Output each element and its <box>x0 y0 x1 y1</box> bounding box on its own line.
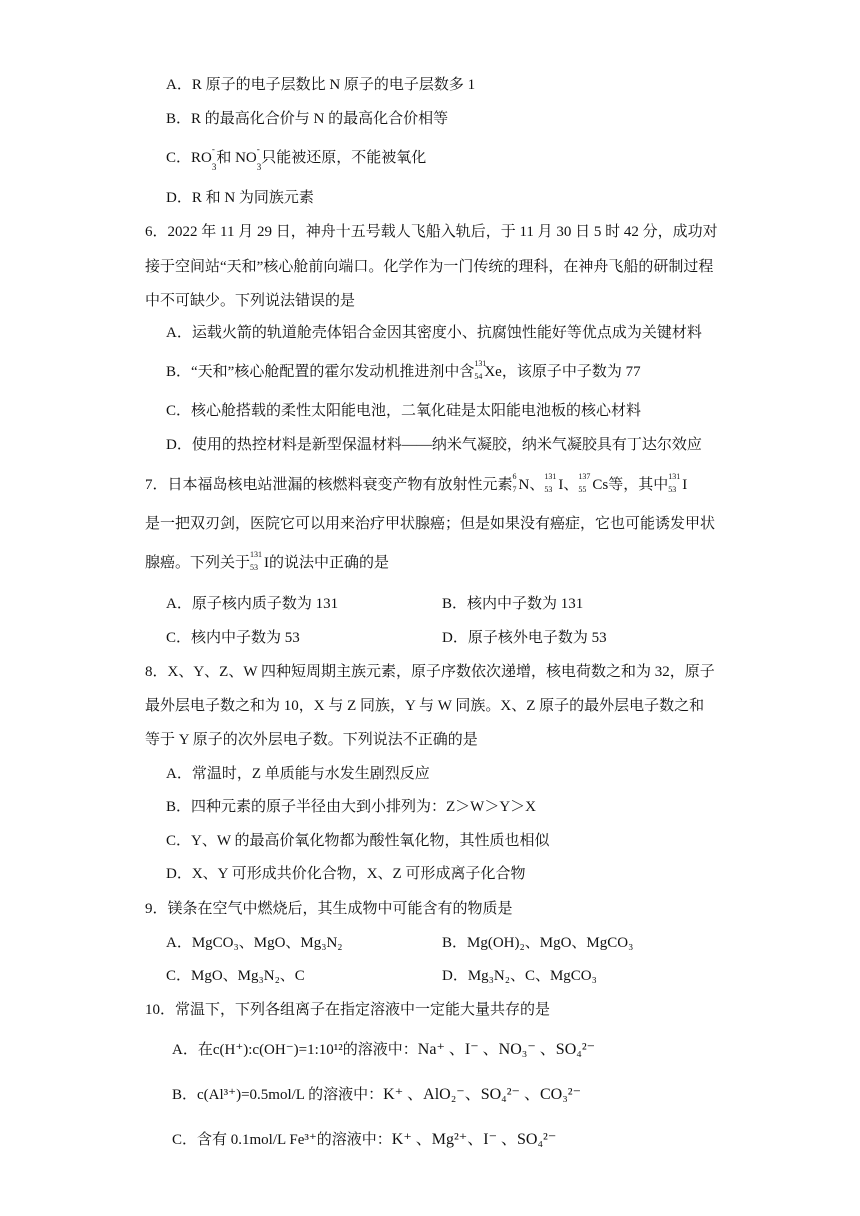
q6-option-c: C．核心舱搭载的柔性太阳能电池，二氧化硅是太阳能电池板的核心材料 <box>166 403 642 419</box>
q9-option-d: D．Mg₃N₂、C、MgCO₃ <box>442 968 597 984</box>
q10-option-b: B．c(Al³⁺)=0.5mol/L 的溶液中：K⁺ 、AlO₂⁻、SO₄²⁻ 、CO₃²⁻ <box>172 1086 582 1103</box>
q9-option-b: B．Mg(OH)₂、MgO、MgCO₃ <box>442 935 634 951</box>
q6-option-d: D．使用的热控材料是新型保温材料——纳米气凝胶，纳米气凝胶具有丁达尔效应 <box>166 437 702 453</box>
q8-option-c: C．Y、W 的最高价氧化物都为酸性氧化物，其性质也相似 <box>166 833 550 849</box>
q8-option-a: A．常温时，Z 单质能与水发生剧烈反应 <box>166 766 430 782</box>
q8-stem-line3: 等于 Y 原子的次外层电子数。下列说法不正确的是 <box>145 732 478 748</box>
q7-option-c: C．核内中子数为 53 <box>166 630 300 646</box>
nuclide-n: 6 7 <box>512 472 517 494</box>
q7-option-d: D．原子核外电子数为 53 <box>442 630 607 646</box>
q7-option-b: B．核内中子数为 131 <box>442 596 584 612</box>
q10-option-c: C．含有 0.1mol/L Fe³⁺的溶液中：K⁺ 、Mg²⁺、I⁻ 、SO₄²⁻ <box>172 1131 557 1148</box>
q7-option-a: A．原子核内质子数为 131 <box>166 596 339 612</box>
q6-stem-line2: 接于空间站“天和”核心舱前向端口。化学作为一门传统的理科，在神舟飞船的研制过程 <box>145 259 714 275</box>
q10-option-a: A．在c(H⁺):c(OH⁻)=1:10¹²的溶液中：Na⁺ 、I⁻ 、NO₃⁻ 、SO₄²⁻ <box>172 1041 596 1058</box>
q6-stem-line3: 中不可缺少。下列说法错误的是 <box>145 293 356 309</box>
q7-stem-line1: 7．日本福岛核电站泄漏的核燃料衰变产物有放射性元素 6 7 N、 131 53 I、 137 55 Cs等，其中 131 53 I <box>145 472 688 494</box>
nuclide-i: 131 53 <box>668 472 681 494</box>
concentration-ratio: c(H⁺):c(OH⁻)=1:10¹² <box>212 1042 343 1058</box>
q8-option-b: B．四种元素的原子半径由大到小排列为：Z＞W＞Y＞X <box>166 799 536 815</box>
q8-option-d: D．X、Y 可形成共价化合物，X、Z 可形成离子化合物 <box>166 866 526 882</box>
q5-option-c: C．RO - $_3$和 NO - $_3$只能被还原，不能被氧化 <box>166 144 427 172</box>
nuclide-cs: 137 55 <box>578 472 591 494</box>
q6-option-b: B．“天和”核心舱配置的霍尔发动机推进剂中含 131 54 Xe，该原子中子数为 77 <box>166 359 641 381</box>
ion-list: K⁺ 、Mg²⁺、I⁻ 、SO₄²⁻ <box>391 1131 557 1148</box>
nuclide-i: 131 53 <box>250 550 263 572</box>
q9-option-a: A．MgCO₃、MgO、Mg₃N₂ <box>166 935 343 951</box>
ion-list: K⁺ 、AlO₂⁻、SO₄²⁻ 、CO₃²⁻ <box>383 1086 582 1103</box>
nuclide-xe: 131 54 <box>474 359 487 381</box>
q9-stem: 9．镁条在空气中燃烧后，其生成物中可能含有的物质是 <box>145 901 513 917</box>
q6-stem-line1: 6．2022 年 11 月 29 日，神舟十五号载人飞船入轨后，于 11 月 30 日 5 时 42 分，成功对 <box>145 224 718 240</box>
q9-option-c: C．MgO、Mg₃N₂、C <box>166 968 305 984</box>
ion-list: Na⁺ 、I⁻ 、NO₃⁻ 、SO₄²⁻ <box>417 1041 596 1058</box>
q8-stem-line2: 最外层电子数之和为 10，X 与 Z 同族，Y 与 W 同族。X、Z 原子的最外层电子数之和 <box>145 698 705 714</box>
q5-option-a: A．R 原子的电子层数比 N 原子的电子层数多 1 <box>166 77 476 93</box>
q8-stem-line1: 8．X、Y、Z、W 四种短周期主族元素，原子序数依次递增，核电荷数之和为 32，原子 <box>145 664 715 680</box>
q5-option-b: B．R 的最高化合价与 N 的最高化合价相等 <box>166 111 449 127</box>
q5-option-d: D．R 和 N 为同族元素 <box>166 190 314 206</box>
q10-stem: 10．常温下，下列各组离子在指定溶液中一定能大量共存的是 <box>145 1002 551 1018</box>
q7-stem-line2: 是一把双刃剑，医院它可以用来治疗甲状腺癌；但是如果没有癌症，它也可能诱发甲状 <box>145 516 716 532</box>
nuclide-i: 131 53 <box>544 472 557 494</box>
q7-stem-line3: 腺癌。下列关于 131 53 I的说法中正确的是 <box>145 550 390 572</box>
q6-option-a: A．运载火箭的轨道舱壳体铝合金因其密度小、抗腐蚀性能好等优点成为关键材料 <box>166 325 702 341</box>
